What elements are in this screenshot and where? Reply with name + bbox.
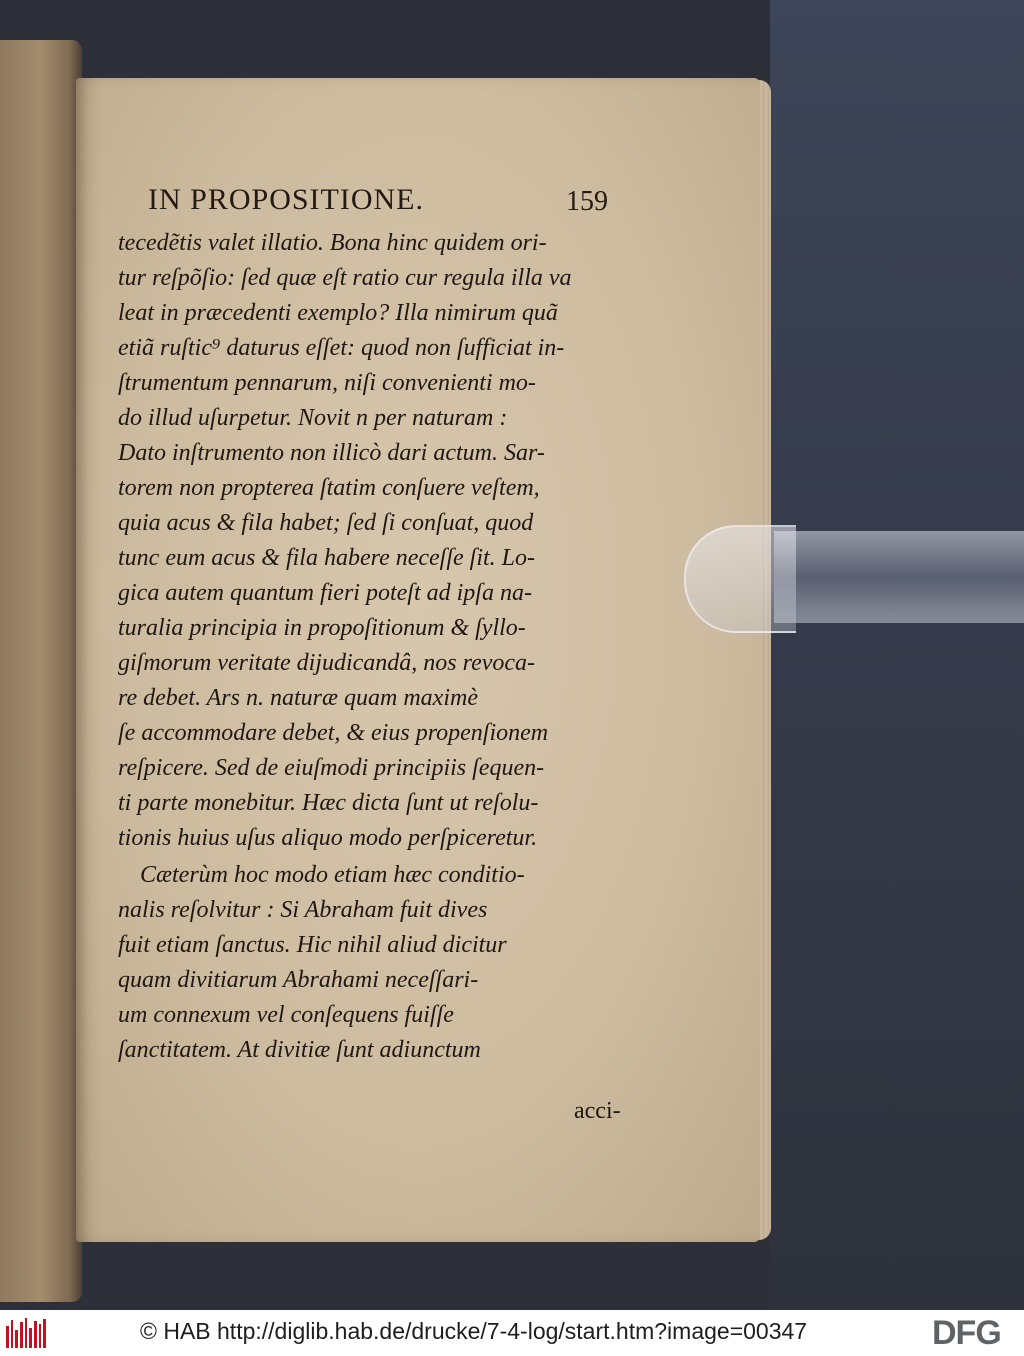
text-line: ſe accommodare debet, & eius propenſionem [118, 720, 549, 746]
text-line: nalis reſolvitur : Si Abraham fuit dives [118, 897, 488, 923]
text-line: giſmorum veritate dijudicandâ, nos revoca- [118, 650, 536, 676]
text-line: re debet. Ars n. naturæ quam maximè [118, 685, 478, 711]
text-line: reſpicere. Sed de eiuſmodi principiis ſequen- [118, 755, 545, 781]
hab-logo-icon [6, 1318, 46, 1348]
text-line: etiã ruſtic⁹ daturus eſſet: quod non ſufficiat in- [118, 335, 565, 361]
page-clip-band [774, 531, 1024, 623]
text-line: ſtrumentum pennarum, niſi convenienti mo- [118, 370, 536, 396]
text-line: tionis huius uſus aliquo modo perſpiceretur. [118, 825, 538, 851]
text-line: leat in præcedenti exemplo? Illa nimirum quã [118, 300, 558, 326]
text-line: ti parte monebitur. Hæc dicta ſunt ut reſolu- [118, 790, 539, 816]
page-number: 159 [566, 186, 608, 217]
text-line: turalia principia in propoſitionum & ſyllo- [118, 615, 526, 641]
text-line: gica autem quantum fieri poteſt ad ipſa na- [118, 580, 532, 606]
text-line: fuit etiam ſanctus. Hic nihil aliud dicitur [118, 932, 507, 958]
text-line: tunc eum acus & fila habere neceſſe ſit. Lo- [118, 545, 536, 571]
text-line: tecedẽtis valet illatio. Bona hinc quidem ori- [118, 230, 547, 256]
catchword: acci- [574, 1098, 621, 1124]
page-clip-tab [684, 525, 796, 633]
text-line: Cæterùm hoc modo etiam hæc conditio- [140, 862, 525, 888]
page-clip [684, 525, 1024, 635]
text-line: torem non propterea ſtatim conſuere veſtem, [118, 475, 540, 501]
text-line: Dato inſtrumento non illicò dari actum. Sar- [118, 440, 545, 466]
text-line: quam divitiarum Abrahami neceſſari- [118, 967, 479, 993]
scan-backdrop-right [770, 0, 1024, 1310]
text-line: quia acus & fila habet; ſed ſi conſuat, quod [118, 510, 534, 536]
text-line: ſanctitatem. At divitiæ ſunt adiunctum [118, 1037, 481, 1063]
text-line: tur reſpõſio: ſed quæ eſt ratio cur regula illa va [118, 265, 572, 291]
running-header: IN PROPOSITIONE. [148, 183, 425, 216]
text-line: do illud uſurpetur. Novit n per naturam : [118, 405, 508, 431]
footer-bar [0, 1310, 1024, 1356]
dfg-logo: DFG [932, 1314, 1001, 1352]
text-line: um connexum vel conſequens fuiſſe [118, 1002, 454, 1028]
copyright-link[interactable]: © HAB http://diglib.hab.de/drucke/7-4-log/start.htm?image=00347 [140, 1318, 808, 1344]
facing-page-edge [0, 40, 82, 1302]
